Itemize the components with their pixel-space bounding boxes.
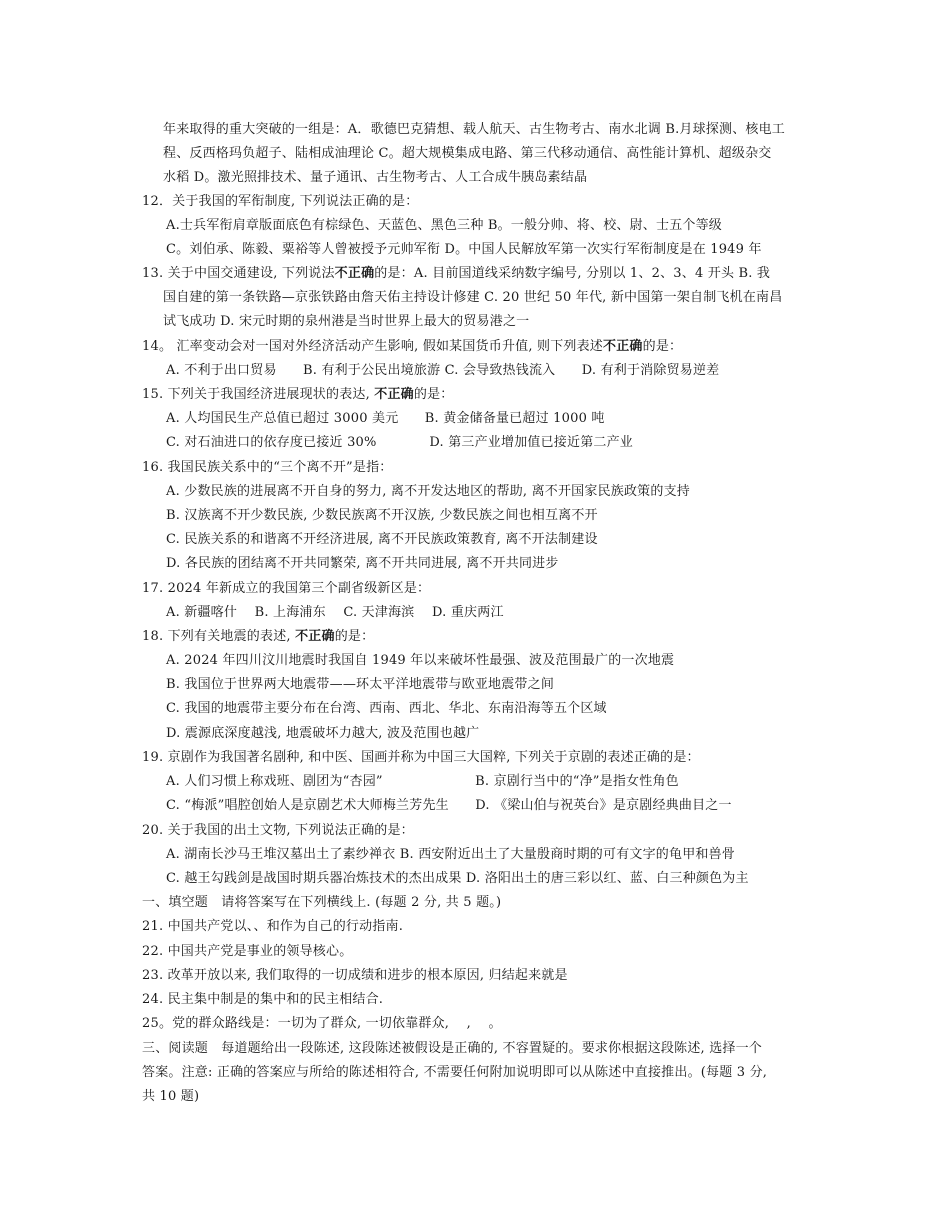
q12-question: 12．关于我国的军衔制度, 下列说法正确的是：	[142, 194, 419, 209]
q19-options-line-2: C. “梅派”唱腔创始人是京剧艺术大师梅兰芳先生 D. 《梁山伯与祝英台》是京剧经典曲目之一	[166, 798, 732, 813]
q24-question: 24. 民主集中制是的集中和的民主相结合.	[142, 992, 384, 1007]
q13-question-line-3: 试飞成功 D. 宋元时期的泉州港是当时世界上最大的贸易港之一	[163, 314, 530, 329]
emphasis-text: 不正确	[374, 387, 414, 402]
q20-options-line-2: C. 越王勾践剑是战国时期兵器冶炼技术的杰出成果 D. 洛阳出土的唐三彩以红、蓝、白三种颜色为主	[166, 871, 749, 886]
q20-options-line-1: A. 湖南长沙马王堆汉墓出土了素纱禅衣 B. 西安附近出土了大量殷商时期的可有文字的龟甲和兽骨	[166, 847, 736, 862]
q25-question: 25。党的群众路线是：一切为了群众, 一切依靠群众, , 。	[142, 1016, 502, 1031]
q11-options-line-1: 年来取得的重大突破的一组是：A．歌德巴克猜想、载人航天、古生物考古、南水北调 B.月球探测、核电工	[163, 122, 786, 137]
q13-question: 13. 关于中国交通建设, 下列说法不正确的是：A. 目前国道线采纳数字编号, 分别以 1、2、3、4 开头 B. 我	[142, 266, 771, 281]
q11-options-line-2: 程、反西格玛负超子、陆相成油理论 C。超大规模集成电路、第三代移动通信、高性能计算机、超级杂交	[163, 146, 772, 161]
q18-option-a: A. 2024 年四川汶川地震时我国自 1949 年以来破坏性最强、波及范围最广的一次地震	[166, 653, 675, 668]
q14-question: 14。 汇率变动会对一国对外经济活动产生影响, 假如某国货币升值, 则下列表述不正确的是：	[142, 339, 683, 354]
q19-question: 19. 京剧作为我国著名剧种, 和中医、国画并称为中国三大国粹, 下列关于京剧的表述正确的是：	[142, 750, 700, 765]
q17-options: A. 新疆喀什 B. 上海浦东 C. 天津海滨 D. 重庆两江	[166, 605, 504, 620]
q18-option-b: B. 我国位于世界两大地震带——环太平洋地震带与欧亚地震带之间	[166, 677, 555, 692]
q16-question: 16. 我国民族关系中的“三个离不开”是指：	[142, 460, 393, 475]
q16-option-c: C. 民族关系的和谐离不开经济进展, 离不开民族政策教育, 离不开法制建设	[166, 532, 598, 547]
section-reading-instructions-end: 共 10 题)	[142, 1089, 200, 1104]
q19-options-line-1: A. 人们习惯上称戏班、剧团为“杏园” B. 京剧行当中的“净”是指女性角色	[166, 774, 679, 789]
q11-options-line-3: 水稻 D。激光照排技术、量子通讯、古生物考古、人工合成牛胰岛素结晶	[163, 170, 588, 185]
q23-question: 23. 改革开放以来, 我们取得的一切成绩和进步的根本原因, 归结起来就是	[142, 968, 568, 983]
emphasis-text: 不正确	[334, 266, 375, 281]
q12-options-line-2: C。刘伯承、陈毅、粟裕等人曾被授予元帅军衔 D。中国人民解放军第一次实行军衔制度是在 1949 年	[166, 242, 762, 257]
q16-option-b: B. 汉族离不开少数民族, 少数民族离不开汉族, 少数民族之间也相互离不开	[166, 508, 598, 523]
q13-question-line-2: 国自建的第一条铁路—京张铁路由詹天佑主持设计修建 C. 20 世纪 50 年代, 新中国第一架自制飞机在南昌	[163, 290, 783, 305]
q14-options: A. 不利于出口贸易 B. 有利于公民出境旅游 C. 会导致热钱流入 D. 有利于消除贸易逆差	[166, 363, 720, 378]
q18-option-c: C. 我国的地震带主要分布在台湾、西南、西北、华北、东南沿海等五个区域	[166, 701, 607, 716]
emphasis-text: 不正确	[603, 339, 643, 354]
q17-question: 17. 2024 年新成立的我国第三个副省级新区是：	[142, 581, 431, 596]
q18-question: 18. 下列有关地震的表述, 不正确的是：	[142, 629, 375, 644]
section-reading-instructions: 答案。注意: 正确的答案应与所给的陈述相符合, 不需要任何附加说明即可以从陈述中直接推出。(每题 3 分,	[142, 1065, 768, 1080]
q15-question: 15. 下列关于我国经济进展现状的表达, 不正确的是：	[142, 387, 454, 402]
q15-options-line-2: C. 对石油进口的依存度已接近 30% D. 第三产业增加值已接近第二产业	[166, 435, 633, 450]
q20-question: 20. 关于我国的出土文物, 下列说法正确的是：	[142, 823, 414, 838]
q12-options-line-1: A.士兵军衔肩章版面底色有棕绿色、天蓝色、黑色三种 B。一般分帅、将、校、尉、士五个等级	[166, 218, 723, 233]
emphasis-text: 不正确	[295, 629, 335, 644]
q21-question: 21. 中国共产党以、、和作为自己的行动指南.	[142, 919, 404, 934]
q22-question: 22. 中国共产党是事业的领导核心。	[142, 944, 353, 959]
q18-option-d: D. 震源底深度越浅, 地震破坏力越大, 波及范围也越广	[166, 726, 480, 741]
section-reading-heading: 三、阅读题 每道题给出一段陈述, 这段陈述被假设是正确的, 不容置疑的。要求你根据这段陈述, 选择一个	[142, 1041, 762, 1056]
q16-option-a: A. 少数民族的进展离不开自身的努力, 离不开发达地区的帮助, 离不开国家民族政策的支持	[166, 484, 690, 499]
q16-option-d: D. 各民族的团结离不开共同繁荣, 离不开共同进展, 离不开共同进步	[166, 556, 559, 571]
section-fill-in-heading: 一、填空题 请将答案写在下列横线上. (每题 2 分, 共 5 题。)	[142, 895, 502, 910]
q15-options-line-1: A. 人均国民生产总值已超过 3000 美元 B. 黄金储备量已超过 1000 吨	[166, 411, 605, 426]
